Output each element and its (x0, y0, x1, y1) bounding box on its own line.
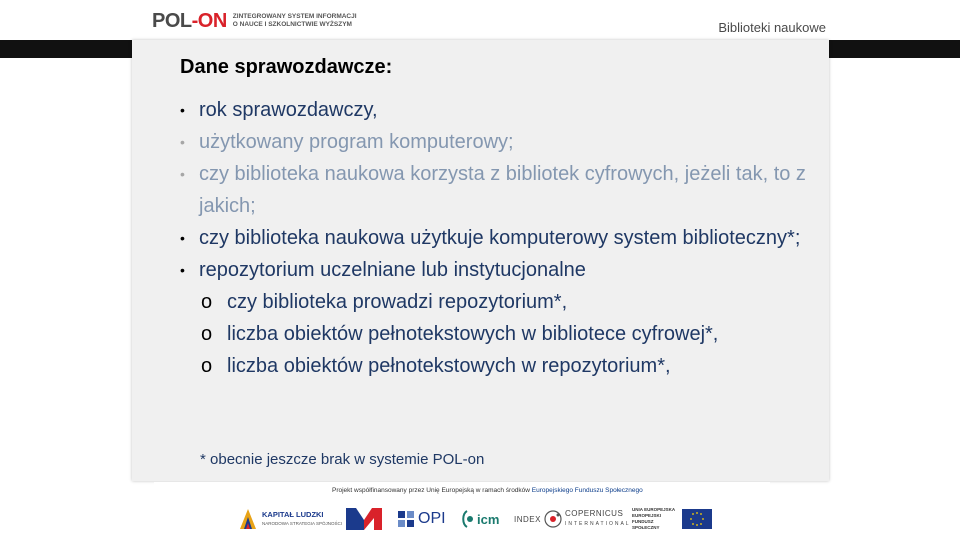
sub-list-item (180, 318, 820, 350)
footnote: * obecnie jeszcze brak w systemie POL-on (200, 451, 485, 468)
logo-subtitle: ZINTEGROWANY SYSTEM INFORMACJI O NAUCE I SZKOLNICTWIE WYŻSZYM (232, 13, 357, 28)
list-item (180, 254, 820, 286)
international-text: INTERNATIONAL (564, 521, 631, 527)
page-header (0, 0, 960, 40)
sub-bullet-marker: o (201, 323, 213, 345)
kapital-ludzki-icon (240, 509, 256, 529)
bullet-dot: • (180, 230, 185, 246)
kapital-ludzki-text (262, 510, 342, 528)
copernicus-title: COPERNICUS (564, 509, 624, 518)
sub-list-item-text: czy biblioteka prowadzi repozytorium*, (227, 291, 568, 313)
logo-wordmark (152, 10, 227, 32)
bullet-list (180, 94, 820, 382)
index-copernicus-logo (514, 504, 631, 534)
sub-bullet-marker: o (201, 355, 213, 377)
logo-strip (154, 504, 770, 534)
sub-list-item (180, 350, 820, 382)
list-item-text: rok sprawozdawczy, (199, 99, 378, 121)
copernicus-text (565, 509, 631, 529)
icm-icon (460, 510, 474, 528)
sponsor-footer (154, 482, 770, 540)
content-panel (132, 40, 829, 481)
logo-pol-text: POL (152, 10, 192, 32)
slide-title: Dane sprawozdawcze: (180, 56, 393, 78)
section-label: Biblioteki naukowe (718, 20, 826, 35)
list-item (180, 222, 820, 254)
funding-caption (332, 487, 643, 494)
kapital-ludzki-logo (240, 504, 342, 534)
opi-logo (398, 504, 446, 534)
sub-list-item (180, 286, 820, 318)
bullet-dot: • (180, 262, 185, 278)
sub-list-item-text: liczba obiektów pełnotekstowych w repozytorium*, (227, 355, 671, 377)
eu-text: UNIA EUROPEJSKA EUROPEJSKI FUNDUSZ SPOŁECZNY (632, 507, 675, 530)
list-item-text: czy biblioteka naukowa użytkuje komputerowy system biblioteczny*; (199, 227, 801, 249)
logo-on-text: ON (197, 10, 227, 32)
eu-logo (632, 504, 712, 534)
nm-icon (346, 508, 382, 530)
kapital-ludzki-subtitle: NARODOWA STRATEGIA SPÓJNOŚCI (262, 521, 343, 526)
icm-logo (460, 504, 499, 534)
bullet-dot: • (180, 166, 185, 182)
list-item (180, 126, 820, 158)
nm-logo (346, 504, 382, 534)
bullet-dot: • (180, 134, 185, 150)
list-item (180, 94, 820, 126)
list-item-text: repozytorium uczelniane lub instytucjonalne (199, 259, 586, 281)
list-item-text: użytkowany program komputerowy; (199, 131, 514, 153)
copernicus-icon (544, 510, 562, 528)
list-item (180, 158, 820, 222)
sub-list-item-text: liczba obiektów pełnotekstowych w bibliotece cyfrowej*, (227, 323, 719, 345)
pol-on-logo (152, 10, 358, 32)
bullet-dot: • (180, 102, 185, 118)
index-text: INDEX (514, 514, 541, 524)
funding-caption-fund: Europejskiego Funduszu Społecznego (531, 487, 643, 494)
eu-flag-icon (682, 509, 712, 529)
funding-caption-prefix: Projekt współfinansowany przez Unię Europejską w ramach środków (332, 487, 530, 494)
kapital-ludzki-title: KAPITAŁ LUDZKI (262, 510, 324, 519)
icm-text: icm (477, 511, 500, 527)
sub-bullet-marker: o (201, 291, 213, 313)
opi-text: OPI (418, 510, 446, 527)
opi-icon (398, 511, 414, 527)
logo-dash: - (191, 10, 198, 32)
list-item-text: czy biblioteka naukowa korzysta z bibliotek cyfrowych, jeżeli tak, to z jakich; (199, 163, 806, 217)
